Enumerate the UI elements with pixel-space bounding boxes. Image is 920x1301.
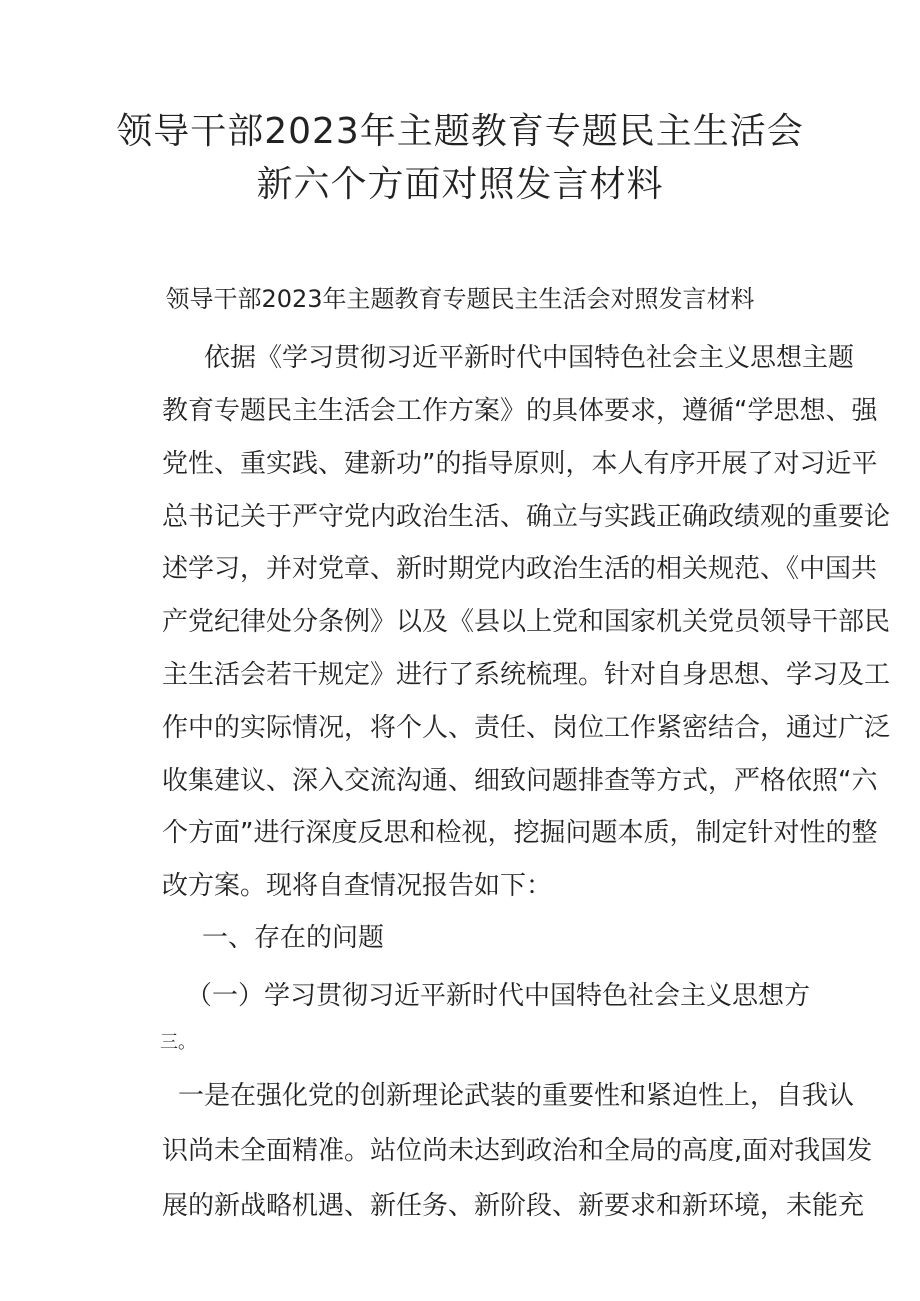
subsection-heading-continuation: 三。 — [160, 1032, 196, 1053]
intro-paragraph-line: 个方面”进行深度反思和检视，挖掘问题本质，制定针对性的整 — [162, 818, 878, 848]
intro-paragraph-line: 依据《学习贯彻习近平新时代中国特色社会主义思想主题 — [204, 343, 855, 373]
body-paragraph-line: 一是在强化党的创新理论武装的重要性和紧迫性上，自我认 — [178, 1081, 855, 1111]
intro-paragraph-line: 教育专题民主生活会工作方案》的具体要求，遵循“学思想、强 — [162, 396, 878, 426]
document-title-line-2: 新六个方面对照发言材料 — [256, 164, 664, 205]
section-heading: 一、存在的问题 — [202, 923, 385, 953]
intro-paragraph-line: 总书记关于严守党内政治生活、确立与实践正确政绩观的重要论 — [162, 502, 891, 532]
body-paragraph-line: 展的新战略机遇、新任务、新阶段、新要求和新环境，未能充 — [162, 1191, 865, 1221]
intro-paragraph-line: 述学习，并对党章、新时期党内政治生活的相关规范、《中国共 — [162, 554, 878, 584]
document-subtitle: 领导干部2023年主题教育专题民主生活会对照发言材料 — [165, 285, 755, 313]
intro-paragraph-line: 收集建议、深入交流沟通、细致问题排查等方式，严格依照“六 — [162, 766, 878, 796]
body-paragraph-line: 识尚未全面精准。站位尚未达到政治和全局的高度,面对我国发 — [162, 1136, 873, 1166]
intro-paragraph-line: 党性、重实践、建新功”的指导原则，本人有序开展了对习近平 — [162, 449, 878, 479]
intro-paragraph-line: 作中的实际情况，将个人、责任、岗位工作紧密结合，通过广泛 — [162, 713, 891, 743]
subsection-heading: （一）学习贯彻习近平新时代中国特色社会主义思想方 — [186, 981, 811, 1011]
intro-paragraph-line: 产党纪律处分条例》以及《县以上党和国家机关党员领导干部民 — [162, 607, 891, 637]
intro-paragraph-line: 主生活会若干规定》进行了系统梳理。针对自身思想、学习及工 — [162, 660, 891, 690]
intro-paragraph-line: 改方案。现将自查情况报告如下： — [162, 871, 553, 901]
document-title-line-1: 领导干部2023年主题教育专题民主生活会 — [116, 111, 804, 152]
